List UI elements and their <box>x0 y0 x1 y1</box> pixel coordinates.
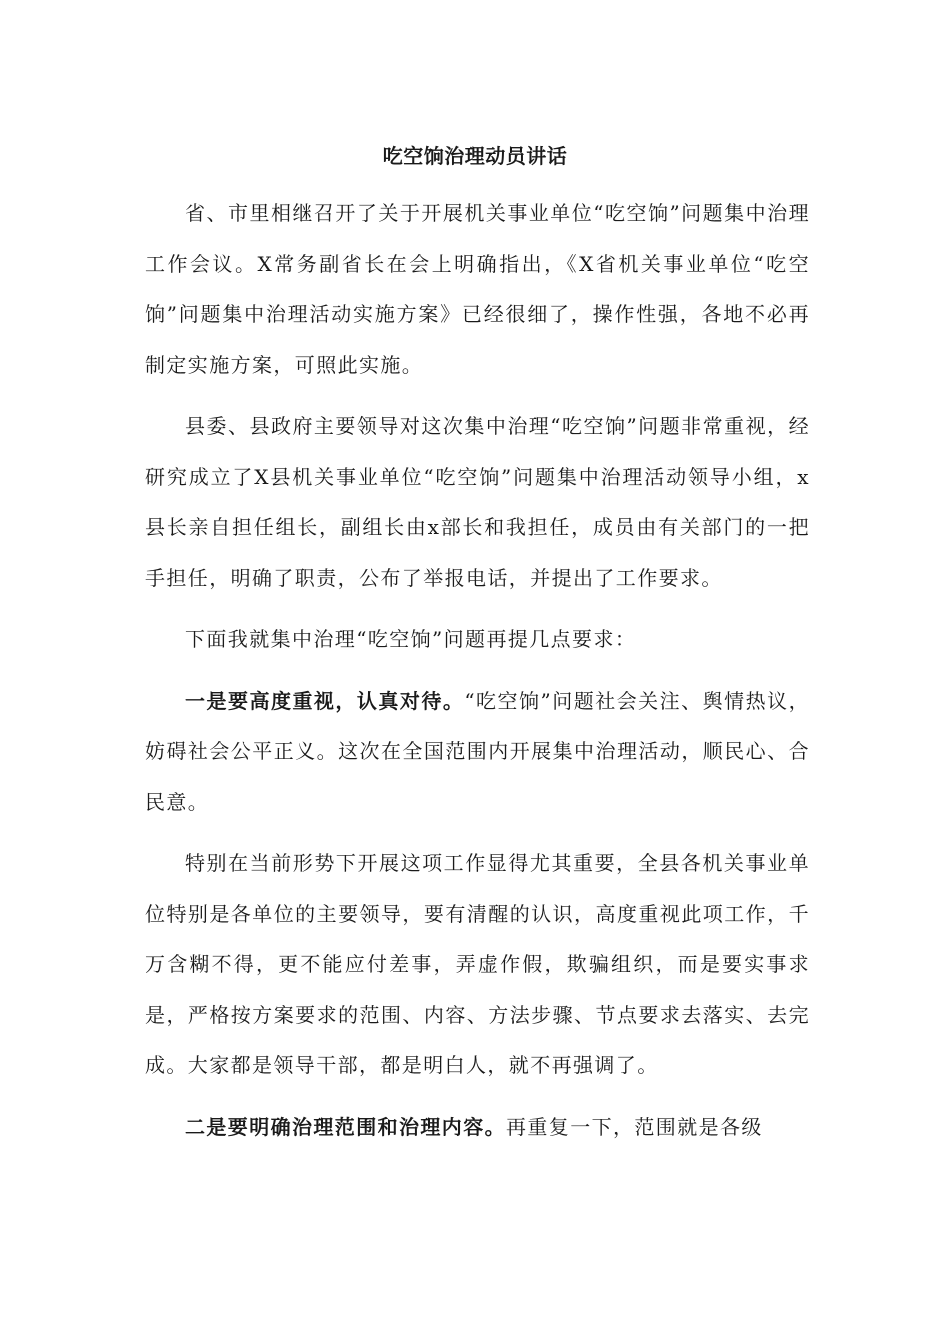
paragraph-3-text: 下面我就集中治理“吃空饷”问题再提几点要求： <box>185 627 637 651</box>
paragraph-2 <box>145 401 810 603</box>
paragraph-1-text: 省、市里相继召开了关于开展机关事业单位“吃空饷”问题集中治理工作会议。X常务副省长在会上明确指出，《X省机关事业单位“吃空饷”问题集中治理活动实施方案》已经很细了，操作性强，各地不必再制定实施方案，可照此实施。 <box>145 201 810 377</box>
paragraph-4-text: “吃空饷”问题社会关注、舆情热议，妨碍社会公平正义。这次在全国范围内开展集中治理活动，顺民心、合民意。 <box>145 688 810 814</box>
paragraph-4 <box>145 676 810 828</box>
document-body <box>145 188 810 1163</box>
document-title: 吃空饷治理动员讲话 <box>382 144 568 168</box>
paragraph-5 <box>145 838 810 1091</box>
paragraph-2-text: 县委、县政府主要领导对这次集中治理“吃空饷”问题非常重视，经研究成立了X县机关事业单位“吃空饷”问题集中治理活动领导小组，x县长亲自担任组长，副组长由x部长和我担任，成员由有关部门的一把手担任，明确了职责，公布了举报电话，并提出了工作要求。 <box>145 414 810 590</box>
paragraph-4-lead: 一是要高度重视，认真对待。 <box>185 688 465 713</box>
paragraph-6 <box>145 1102 810 1153</box>
paragraph-6-lead: 二是要明确治理范围和治理内容。 <box>185 1114 506 1139</box>
paragraph-6-text: 再重复一下，范围就是各级 <box>506 1114 763 1139</box>
paragraph-5-text: 特别在当前形势下开展这项工作显得尤其重要，全县各机关事业单位特别是各单位的主要领导，要有清醒的认识，高度重视此项工作，千万含糊不得，更不能应付差事，弄虚作假，欺骗组织，而是要实事求是，严格按方案要求的范围、内容、方法步骤、节点要求去落实、去完成。大家都是领导干部，都是明白人，就不再强调了。 <box>145 851 810 1077</box>
paragraph-1 <box>145 188 810 390</box>
paragraph-3 <box>145 614 810 665</box>
